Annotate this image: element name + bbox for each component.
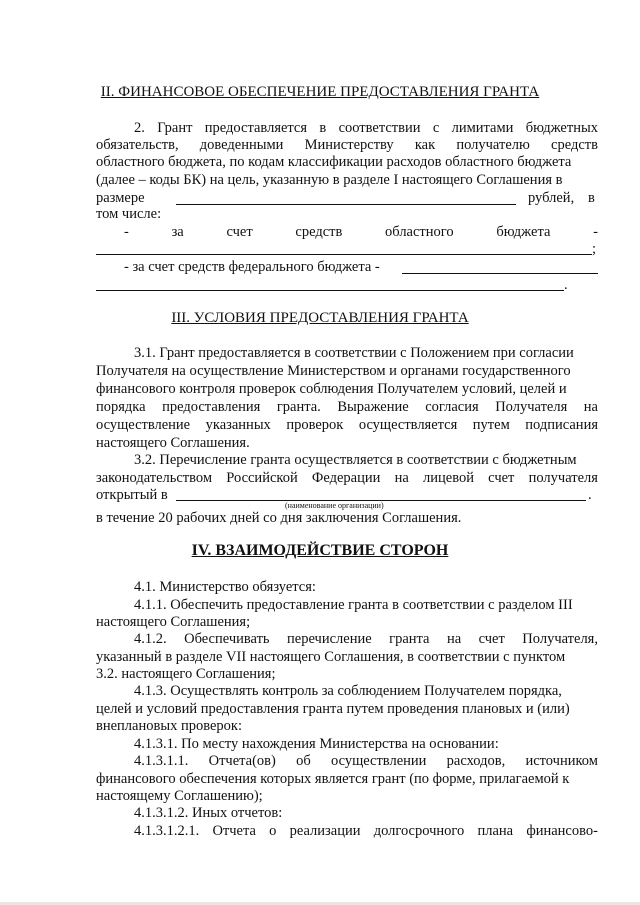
amount-blank-line bbox=[176, 204, 516, 205]
p2-line-8-end: ; bbox=[592, 241, 597, 257]
p32-line-4: в течение 20 рабочих дней со дня заключения Соглашения. bbox=[96, 510, 462, 526]
p41311-line-1: 4.1.3.1.1. Отчета(ов) об осуществлении расходов, источником bbox=[134, 753, 598, 769]
p2-line-6: том числе: bbox=[96, 206, 162, 222]
p413-line-3: внеплановых проверок: bbox=[96, 718, 242, 734]
p32-line-1: 3.2. Перечисление гранта осуществляется в соответствии с бюджетным bbox=[134, 452, 577, 468]
p41311-line-3: настоящему Соглашению); bbox=[96, 788, 263, 804]
section-3-title: III. УСЛОВИЯ ПРЕДОСТАВЛЕНИЯ ГРАНТА bbox=[171, 310, 469, 326]
p31-line-1: 3.1. Грант предоставляется в соответствии с Положением при согласии bbox=[134, 345, 574, 361]
p413-line-2: целей и условий предоставления гранта путем проведения плановых и (или) bbox=[96, 701, 570, 717]
federal-budget-blank-line-2 bbox=[96, 290, 564, 291]
p412-line-2: указанный в разделе VII настоящего Соглашения, в соответствии с пунктом bbox=[96, 649, 566, 665]
p413-line-1: 4.1.3. Осуществлять контроль за соблюдением Получателем порядка, bbox=[134, 683, 562, 699]
p412-line-3: 3.2. настоящего Соглашения; bbox=[96, 666, 276, 682]
p41311-line-2: финансового обеспечения которых является грант (по форме, прилагаемой к bbox=[96, 771, 570, 787]
federal-budget-blank-line bbox=[402, 273, 598, 274]
section-2-title: II. ФИНАНСОВОЕ ОБЕСПЕЧЕНИЕ ПРЕДОСТАВЛЕНИЯ ГРАНТА bbox=[100, 84, 540, 100]
p31-line-4: порядка предоставления гранта. Выражение согласия Получателя на bbox=[96, 399, 598, 415]
p32-line-2: законодательством Российской Федерации на лицевой счет получателя bbox=[96, 470, 598, 486]
regional-budget-blank-line bbox=[96, 254, 592, 255]
p4131: 4.1.3.1. По месту нахождения Министерства на основании: bbox=[134, 736, 499, 752]
p31-line-6: настоящего Соглашения. bbox=[96, 435, 250, 451]
p2-line-5-v: в bbox=[588, 190, 595, 206]
p31-line-3: финансового контроля проверок соблюдения Получателем условий, целей и bbox=[96, 381, 567, 397]
p31-line-5: осуществление указанных проверок осуществляется путем подписания bbox=[96, 417, 598, 433]
p2-line-1: 2. Грант предоставляется в соответствии с лимитами бюджетных bbox=[134, 120, 598, 136]
p2-regional-budget-line: - за счет средств областного бюджета - bbox=[124, 224, 598, 240]
p2-line-3: областного бюджета, по кодам классификации расходов областного бюджета bbox=[96, 154, 572, 170]
p41312: 4.1.3.1.2. Иных отчетов: bbox=[134, 805, 283, 821]
p413121-line-1: 4.1.3.1.2.1. Отчета о реализации долгосрочного плана финансово- bbox=[134, 823, 598, 839]
p32-line-3-label: открытый в bbox=[96, 487, 168, 503]
p2-line-4: (далее – коды БК) на цель, указанную в разделе I настоящего Соглашения в bbox=[96, 172, 563, 188]
p2-line-5-label: размере bbox=[96, 190, 145, 206]
organization-name-caption: (наименование организации) bbox=[285, 501, 384, 510]
p31-line-2: Получателя на осуществление Министерством и органами государственного bbox=[96, 363, 571, 379]
p411-line-2: настоящего Соглашения; bbox=[96, 614, 251, 630]
p2-line-5-rubles: рублей, bbox=[528, 190, 575, 206]
p32-line-3-end: . bbox=[588, 487, 592, 503]
p411-line-1: 4.1.1. Обеспечить предоставление гранта в соответствии с разделом III bbox=[134, 597, 573, 613]
section-4-title: IV. ВЗАИМОДЕЙСТВИЕ СТОРОН bbox=[191, 542, 449, 559]
p41: 4.1. Министерство обязуется: bbox=[134, 579, 316, 595]
p2-line-2: обязательств, доведенными Министерству как получателю средств bbox=[96, 137, 598, 153]
p2-line-10-end: . bbox=[564, 277, 568, 293]
p2-federal-budget-label: - за счет средств федерального бюджета - bbox=[124, 259, 380, 275]
p412-line-1: 4.1.2. Обеспечивать перечисление гранта на счет Получателя, bbox=[134, 631, 598, 647]
